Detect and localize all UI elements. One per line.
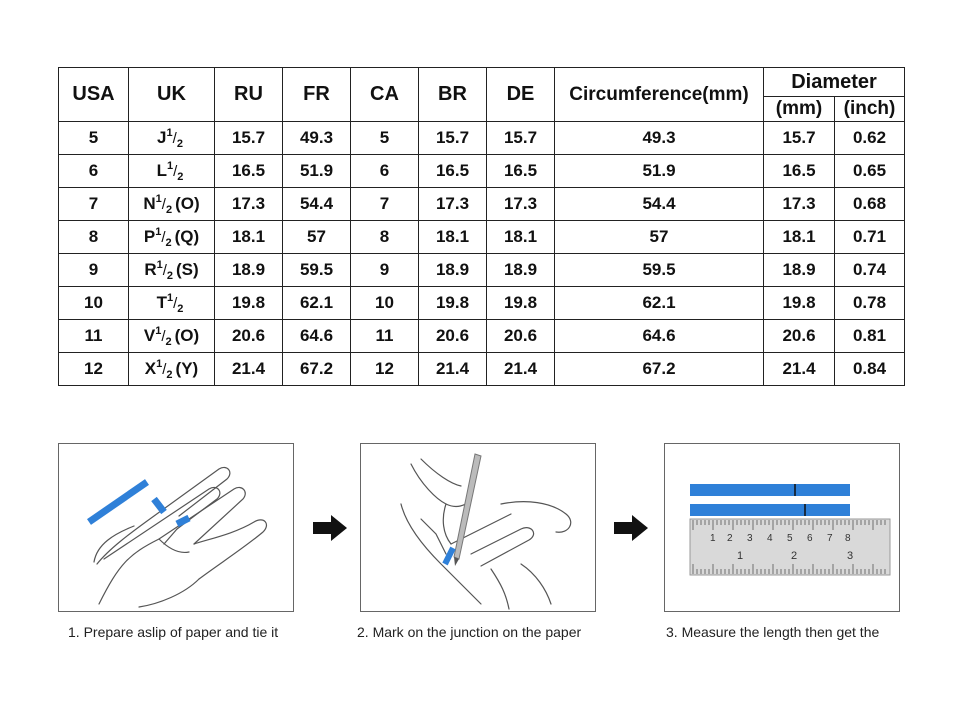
table-row [59,221,905,254]
cell-dinch: 0.78 [835,287,905,320]
cell-de: 16.5 [487,155,555,188]
uk-fraction-slash: / [162,361,167,378]
ruler-label: 3 [847,550,854,562]
cell-ru: 16.5 [215,155,283,188]
cell-de: 19.8 [487,287,555,320]
cell-circ: 59.5 [555,254,764,287]
cell-fr: 49.3 [283,122,351,155]
cell-circ: 57 [555,221,764,254]
cell-fr: 59.5 [283,254,351,287]
paper-strip-bottom-shape [690,504,850,516]
cell-ca: 10 [351,287,419,320]
cell-uk [129,353,215,386]
cell-uk [129,254,215,287]
cell-uk [129,188,215,221]
uk-fraction-denominator: 2 [165,204,173,216]
cell-circ: 62.1 [555,287,764,320]
uk-fraction-numerator: 1 [166,160,174,172]
ruler-shape [690,519,890,575]
cell-circ: 54.4 [555,188,764,221]
cell-ru: 18.1 [215,221,283,254]
cell-usa: 11 [59,320,129,353]
cell-fr: 54.4 [283,188,351,221]
cell-br: 16.5 [419,155,487,188]
uk-fraction-denominator: 2 [165,336,172,348]
cell-uk [129,122,215,155]
hand-with-paper-strip-icon [59,444,294,612]
cell-de: 18.1 [487,221,555,254]
table-row [59,353,905,386]
uk-letter: L [156,161,167,180]
cell-usa: 9 [59,254,129,287]
paper-strip-top-shape [690,484,850,496]
cell-usa: 12 [59,353,129,386]
ruler-label: 1 [710,533,716,544]
header-ca: CA [351,68,419,122]
cell-uk [129,221,215,254]
uk-fraction-numerator: 1 [166,292,174,304]
step-2-caption: 2. Mark on the junction on the paper [357,624,582,640]
cell-dmm: 18.9 [764,254,835,287]
step-3-caption-wrap [666,624,956,645]
cell-ru: 18.9 [215,254,283,287]
cell-usa: 7 [59,188,129,221]
cell-uk [129,320,215,353]
cell-br: 20.6 [419,320,487,353]
ruler-label: 2 [791,550,798,562]
uk-letter: T [156,293,167,312]
cell-ru: 21.4 [215,353,283,386]
step-3-illustration [664,443,900,612]
cell-circ: 64.6 [555,320,764,353]
uk-fraction-denominator: 2 [177,171,184,183]
cell-ru: 19.8 [215,287,283,320]
ring-size-table [58,67,905,386]
cell-de: 21.4 [487,353,555,386]
header-fr: FR [283,68,351,122]
cell-dinch: 0.81 [835,320,905,353]
uk-fraction-denominator: 2 [165,237,172,249]
uk-fraction-numerator: 1 [155,325,162,337]
cell-ca: 9 [351,254,419,287]
ruler-label: 4 [767,533,773,544]
cell-ru: 20.6 [215,320,283,353]
cell-br: 15.7 [419,122,487,155]
cell-dmm: 15.7 [764,122,835,155]
cell-circ: 49.3 [555,122,764,155]
cell-fr: 62.1 [283,287,351,320]
uk-fraction-slash: / [173,295,178,312]
uk-fraction-slash: / [173,163,178,180]
cell-ca: 6 [351,155,419,188]
cell-de: 20.6 [487,320,555,353]
step-3-caption: 3. Measure the length then get the [666,624,880,640]
header-diameter: Diameter [764,68,905,97]
uk-letter: N [143,194,156,213]
cell-uk [129,287,215,320]
cell-ca: 7 [351,188,419,221]
cell-dinch: 0.68 [835,188,905,221]
uk-letter: P [143,227,156,246]
cell-ca: 5 [351,122,419,155]
cell-br: 21.4 [419,353,487,386]
table-body [59,122,905,386]
table-row [59,122,905,155]
ruler-label: 7 [827,533,833,544]
ruler-label: 8 [845,533,851,544]
cell-de: 15.7 [487,122,555,155]
uk-alternate: (S) [176,260,199,279]
cell-br: 17.3 [419,188,487,221]
table-row [59,155,905,188]
cell-br: 18.9 [419,254,487,287]
uk-alternate: (Q) [174,227,200,246]
cell-dinch: 0.62 [835,122,905,155]
step-1-caption: 1. Prepare aslip of paper and tie it [68,624,279,640]
ruler-label: 5 [787,533,793,544]
cell-ru: 17.3 [215,188,283,221]
uk-fraction-denominator: 2 [166,369,173,381]
cell-dinch: 0.65 [835,155,905,188]
cell-circ: 51.9 [555,155,764,188]
uk-fraction-denominator: 2 [176,138,183,150]
cell-usa: 5 [59,122,129,155]
cell-br: 18.1 [419,221,487,254]
table-row [59,254,905,287]
cell-dmm: 20.6 [764,320,835,353]
uk-fraction-slash: / [161,328,166,345]
table-row [59,320,905,353]
paper-strip-tie-shape [177,518,189,524]
cell-dmm: 18.1 [764,221,835,254]
uk-letter: R [144,260,157,279]
uk-fraction-numerator: 1 [166,127,173,139]
cell-dmm: 21.4 [764,353,835,386]
cell-de: 18.9 [487,254,555,287]
cell-dinch: 0.71 [835,221,905,254]
uk-fraction-slash: / [161,229,166,246]
ruler-measure-icon [665,444,900,612]
cell-br: 19.8 [419,287,487,320]
uk-fraction-numerator: 1 [155,193,162,205]
cell-ru: 15.7 [215,122,283,155]
paper-strip-shape [445,548,453,564]
header-diameter-inch: (inch) [835,97,905,122]
cell-ca: 8 [351,221,419,254]
cell-ca: 11 [351,320,419,353]
header-circumference: Circumference(mm) [555,68,764,122]
ruler-label: 2 [727,533,733,544]
arrow-right-icon [614,515,648,541]
cell-usa: 6 [59,155,129,188]
uk-fraction-numerator: 1 [155,226,162,238]
uk-letter: V [143,326,156,345]
cell-dinch: 0.84 [835,353,905,386]
uk-fraction-denominator: 2 [177,303,184,315]
cell-uk [129,155,215,188]
cell-dinch: 0.74 [835,254,905,287]
cell-dmm: 19.8 [764,287,835,320]
table-row [59,287,905,320]
uk-alternate: (Y) [175,359,199,378]
uk-fraction-denominator: 2 [166,270,174,282]
hand-marking-paper-icon [361,444,596,612]
cell-dmm: 16.5 [764,155,835,188]
header-usa: USA [59,68,129,122]
uk-fraction-slash: / [161,196,166,213]
paper-strip-shape [89,482,147,522]
cell-usa: 10 [59,287,129,320]
step-1-illustration [58,443,294,612]
ruler-label: 3 [747,533,753,544]
table-row [59,188,905,221]
uk-letter: J [157,128,167,147]
cell-usa: 8 [59,221,129,254]
uk-alternate: (O) [174,326,200,345]
header-uk: UK [129,68,215,122]
cell-fr: 67.2 [283,353,351,386]
cell-de: 17.3 [487,188,555,221]
uk-fraction-slash: / [162,262,167,279]
uk-fraction-numerator: 1 [156,358,163,370]
ruler-label: 1 [737,550,744,562]
header-diameter-mm: (mm) [764,97,835,122]
cell-dmm: 17.3 [764,188,835,221]
paper-strip-band-shape [154,499,164,512]
cell-circ: 67.2 [555,353,764,386]
header-de: DE [487,68,555,122]
cell-fr: 64.6 [283,320,351,353]
cell-ca: 12 [351,353,419,386]
cell-fr: 57 [283,221,351,254]
cell-fr: 51.9 [283,155,351,188]
header-ru: RU [215,68,283,122]
ruler-label: 6 [807,533,813,544]
uk-alternate: (O) [175,194,200,213]
uk-letter: X [144,359,157,378]
header-br: BR [419,68,487,122]
arrow-right-icon [313,515,347,541]
uk-fraction-numerator: 1 [156,259,163,271]
uk-fraction-slash: / [172,130,177,147]
step-2-illustration [360,443,596,612]
